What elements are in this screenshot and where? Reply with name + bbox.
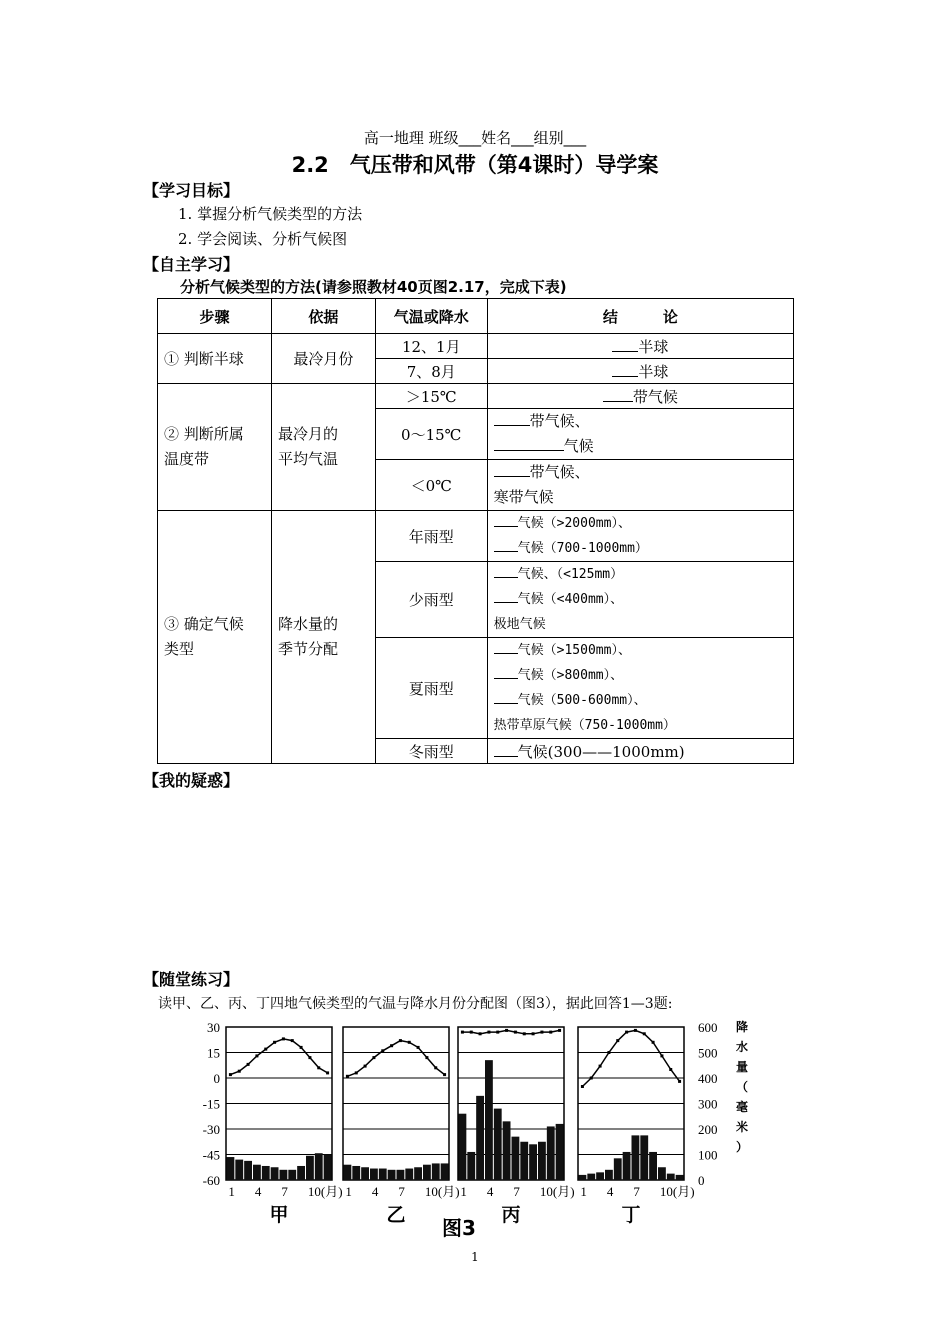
temperature-point [326,1071,329,1074]
temperature-point [381,1049,384,1052]
table-cell: 半球 [487,359,793,384]
left-axis-tick: 30 [207,1020,220,1035]
temperature-point [273,1041,276,1044]
fill-blank[interactable] [612,362,638,377]
right-axis-label-char: （ [735,1080,749,1094]
x-axis-tick: 10(月) [659,1184,695,1199]
fill-blank[interactable] [494,563,518,578]
table-cell: 带气候、 气候 [487,409,793,460]
precip-bar [547,1126,555,1180]
fill-blank[interactable] [494,436,564,451]
th-condition: 气温或降水 [375,299,487,334]
temperature-point [590,1077,593,1080]
temperature-point [308,1056,311,1059]
temperature-point [443,1073,446,1076]
temperature-point [634,1029,637,1032]
temperature-point [300,1046,303,1049]
left-axis-tick: -15 [202,1096,220,1112]
x-axis-tick: 10(月) [539,1184,575,1199]
right-axis-tick: 0 [698,1173,705,1188]
precip-bar [253,1165,261,1180]
precip-bar [494,1109,502,1180]
fill-blank[interactable] [612,337,638,352]
table-cell: 气候、（<125mm） 气候（<400mm）、 极地气候 [487,562,793,638]
temperature-point [496,1031,499,1034]
temperature-point [652,1041,655,1044]
left-axis-tick: -60 [202,1173,220,1188]
precip-bar [388,1170,396,1180]
th-conclusion: 结 论 [487,299,793,334]
right-axis-tick: 100 [698,1147,718,1163]
table-cell: 夏雨型 [375,638,487,739]
temperature-point [364,1065,367,1068]
temperature-point [247,1063,250,1066]
precip-bar [397,1170,405,1180]
step2-label: ② 判断所属温度带 [158,384,272,511]
temperature-point [291,1039,294,1042]
left-axis-tick: 15 [207,1045,220,1061]
precip-bar [476,1096,484,1180]
right-axis-label-char: 毫 [735,1100,749,1114]
right-axis-label-char: 降 [735,1020,749,1034]
table-cell: 少雨型 [375,562,487,638]
table-cell: 年雨型 [375,511,487,562]
precip-bar [288,1170,296,1180]
panel-label: 乙 [386,1204,406,1226]
precip-bar [344,1165,352,1180]
x-axis-tick: 1 [460,1184,467,1199]
step2-basis: 最冷月的平均气温 [271,384,375,511]
precip-bar [520,1142,528,1180]
temperature-point [581,1085,584,1088]
right-axis-label-char: 米 [735,1120,749,1134]
x-axis-tick: 10(月) [307,1184,343,1199]
climate-chart [180,1015,770,1245]
temperature-point [470,1031,473,1034]
table-cell: 7、8月 [375,359,487,384]
temperature-point [434,1066,437,1069]
temperature-point [408,1041,411,1044]
precip-bar [441,1163,449,1180]
analysis-table [157,298,794,764]
precip-bar [459,1114,467,1180]
precip-bar [280,1170,288,1180]
precip-bar [676,1175,684,1180]
doubts-heading: 【我的疑惑】 [143,771,240,790]
temperature-point [372,1056,375,1059]
temperature-point [643,1032,646,1035]
precip-bar [432,1163,440,1180]
table-cell: 气候（>2000mm）、 气候（700-1000mm） [487,511,793,562]
left-axis-tick: -30 [202,1122,220,1137]
step1-label: ① 判断半球 [158,334,272,384]
fill-blank[interactable] [494,537,518,552]
table-cell: 0～15℃ [375,409,487,460]
x-axis-tick: 10(月) [424,1184,460,1199]
precip-bar [370,1169,378,1180]
temperature-point [282,1037,285,1040]
panel-label: 丙 [501,1204,521,1226]
fill-blank[interactable] [494,588,518,603]
temperature-point [523,1032,526,1035]
precip-bar [579,1175,587,1180]
left-axis-tick: -45 [202,1147,220,1163]
temperature-point [355,1071,358,1074]
temperature-point [461,1031,464,1034]
x-axis-tick: 1 [580,1184,587,1199]
temperature-point [317,1066,320,1069]
table-cell: 带气候、 寒带气候 [487,460,793,511]
table-cell: ＞15℃ [375,384,487,409]
precip-bar [361,1167,369,1180]
table-cell: 气候（>1500mm）、 气候（>800mm）、 气候（500-600mm）、 热带草原气候（750-1000mm） [487,638,793,739]
precip-bar [605,1170,613,1180]
x-axis-tick: 4 [606,1184,614,1199]
right-axis-tick: 600 [698,1020,718,1035]
fill-blank[interactable] [494,742,518,757]
temperature-line [347,1041,444,1077]
table-cell: 冬雨型 [375,739,487,764]
table-cell: 12、1月 [375,334,487,359]
precip-bar [667,1174,675,1180]
practice-question: 读甲、乙、丙、丁四地气候类型的气温与降水月份分配图（图3），据此回答1—3题: [158,996,673,1012]
temperature-point [549,1031,552,1034]
precip-bar [423,1165,431,1180]
practice-heading: 【随堂练习】 [143,970,240,989]
temperature-point [346,1075,349,1078]
fill-blank[interactable] [494,411,530,426]
table-cell: ＜0℃ [375,460,487,511]
table-cell: 带气候 [487,384,793,409]
panel-label: 丁 [621,1204,641,1226]
precip-bar [556,1124,564,1180]
precip-bar [512,1137,520,1180]
temperature-point [532,1032,535,1035]
step1-basis: 最冷月份 [271,334,375,384]
temperature-point [599,1065,602,1068]
precip-bar [405,1169,413,1180]
precip-bar [623,1152,631,1180]
temperature-point [264,1048,267,1051]
temperature-point [660,1054,663,1057]
right-axis-tick: 200 [698,1122,718,1137]
th-basis: 依据 [271,299,375,334]
header-line: 高一地理 班级___姓名___组别___ [363,129,587,147]
fill-blank[interactable] [494,689,518,704]
fill-blank[interactable] [494,512,518,527]
step3-basis: 降水量的季节分配 [271,511,375,764]
precip-bar [315,1153,323,1180]
step3-label: ③ 确定气候类型 [158,511,272,764]
x-axis-tick: 7 [398,1184,405,1199]
precip-bar [467,1152,475,1180]
x-axis-tick: 7 [633,1184,640,1199]
right-axis-tick: 500 [698,1045,718,1061]
x-axis-tick: 1 [228,1184,235,1199]
precip-bar [235,1160,243,1180]
precip-bar [529,1144,537,1180]
temperature-point [540,1031,543,1034]
x-axis-tick: 1 [345,1184,352,1199]
precip-bar [271,1167,279,1180]
temperature-point [678,1080,681,1083]
fill-blank[interactable] [603,387,633,402]
precip-bar [640,1135,648,1180]
right-axis-label-char: ） [735,1140,749,1154]
precip-bar [324,1155,332,1181]
temperature-point [669,1068,672,1071]
right-axis-tick: 300 [698,1096,718,1112]
figure-caption: 图3 [442,1216,476,1240]
x-axis-tick: 4 [486,1184,494,1199]
temperature-point [229,1073,232,1076]
temperature-point [487,1031,490,1034]
fill-blank[interactable] [494,462,530,477]
panel-label: 甲 [269,1204,289,1226]
x-axis-tick: 4 [254,1184,262,1199]
x-axis-tick: 7 [281,1184,288,1199]
precip-bar [485,1060,493,1180]
precip-bar [538,1142,546,1180]
right-axis-tick: 400 [698,1071,718,1086]
temperature-point [625,1031,628,1034]
precip-bar [306,1156,314,1180]
temperature-point [425,1056,428,1059]
goals-heading: 【学习目标】 [143,181,240,200]
table-cell: 半球 [487,334,793,359]
precip-bar [587,1174,595,1180]
temperature-point [607,1051,610,1054]
temperature-point [514,1031,517,1034]
page-number: 1 [471,1250,479,1264]
goal-item-2: 2. 学会阅读、分析气候图 [178,230,348,248]
temperature-point [390,1044,393,1047]
precip-bar [658,1167,666,1180]
temperature-point [238,1070,241,1073]
temperature-point [479,1032,482,1035]
temperature-point [505,1029,508,1032]
temperature-point [558,1029,561,1032]
precip-bar [297,1166,305,1180]
precip-bar [649,1152,657,1180]
th-step: 步骤 [158,299,272,334]
temperature-point [417,1046,420,1049]
precip-bar [244,1161,252,1180]
temperature-point [255,1054,258,1057]
left-axis-tick: 0 [213,1071,220,1086]
goal-item-1: 1. 掌握分析气候类型的方法 [178,205,363,223]
fill-blank[interactable] [494,639,518,654]
precip-bar [227,1157,235,1180]
precip-bar [614,1158,622,1180]
precip-bar [632,1135,640,1180]
temperature-line [230,1039,327,1075]
temperature-point [399,1039,402,1042]
page-title: 2.2 气压带和风带（第4课时）导学案 [291,153,659,177]
self-study-heading: 【自主学习】 [143,255,240,274]
right-axis-label-char: 水 [735,1040,749,1054]
precip-bar [503,1121,511,1180]
fill-blank[interactable] [494,664,518,679]
precip-bar [596,1172,604,1180]
right-axis-label-char: 量 [735,1060,749,1074]
precip-bar [414,1167,422,1180]
x-axis-tick: 4 [371,1184,379,1199]
precip-bar [262,1166,270,1180]
temperature-point [616,1039,619,1042]
x-axis-tick: 7 [513,1184,520,1199]
self-study-subheading: 分析气候类型的方法(请参照教材40页图2.17，完成下表) [180,278,567,296]
precip-bar [352,1166,360,1180]
temperature-line [462,1030,559,1033]
table-cell: 气候(300——1000mm) [487,739,793,764]
precip-bar [379,1169,387,1180]
